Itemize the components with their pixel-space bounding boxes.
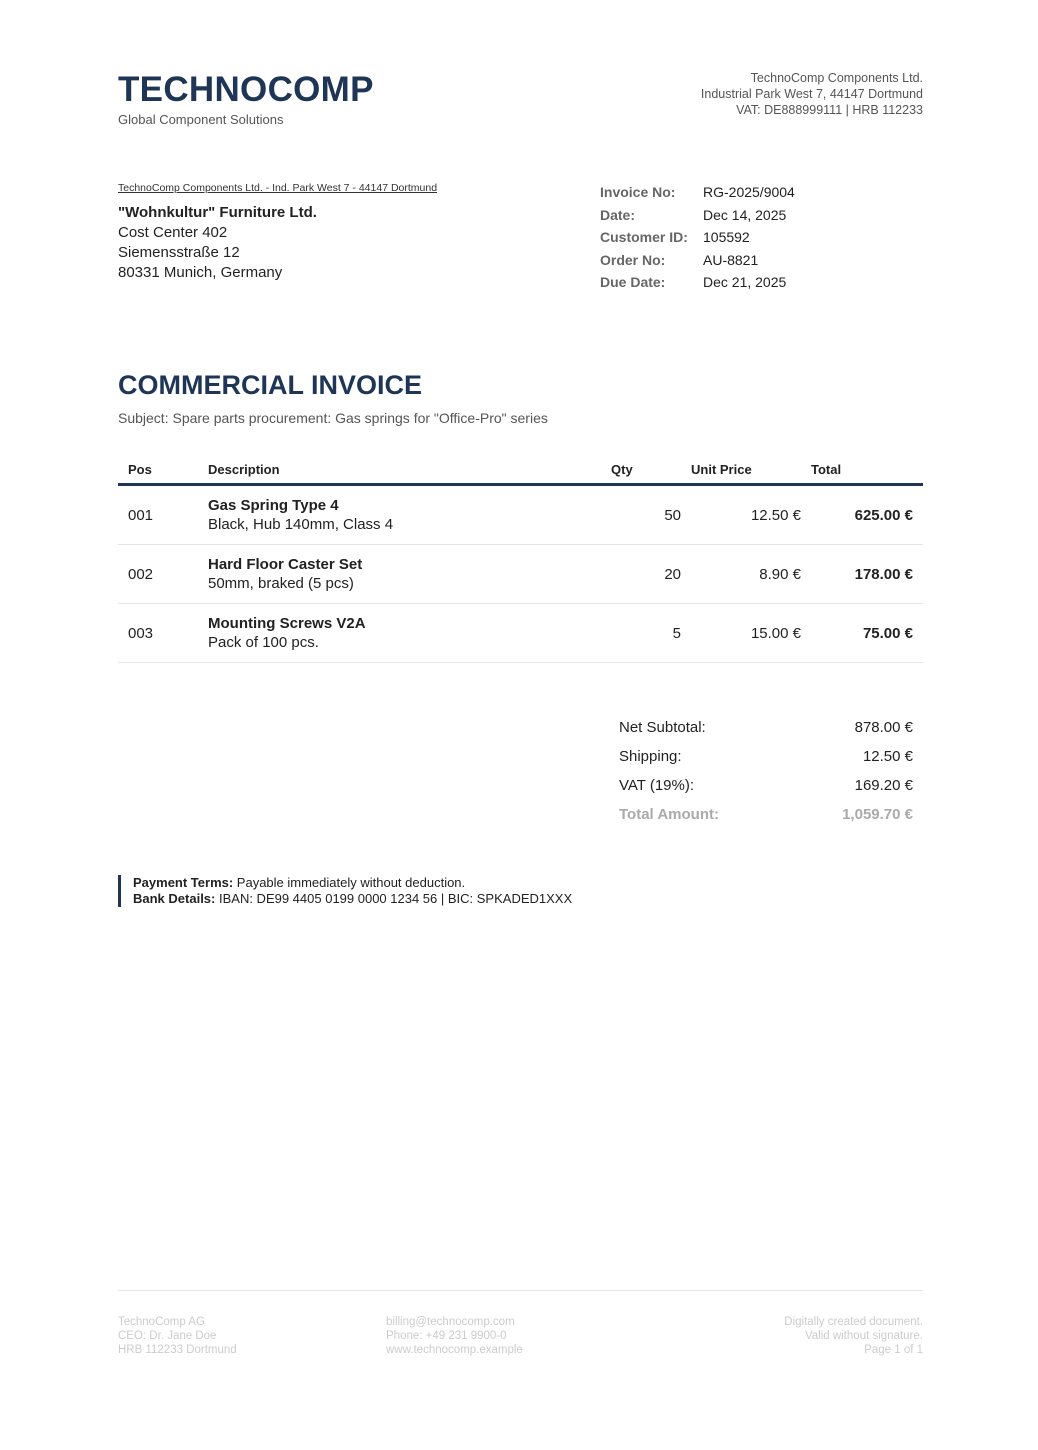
- invoice-meta: [600, 181, 795, 294]
- cell-description: [208, 614, 611, 652]
- footer-notes: [784, 1315, 923, 1357]
- document-subject: Subject: Spare parts procurement: Gas springs for "Office-Pro" series: [118, 410, 548, 426]
- cell-description: [208, 555, 611, 593]
- totals-row-net-subtotal: [619, 713, 913, 742]
- cell-qty: 5: [672, 624, 681, 642]
- company-vat: VAT: DE888999111 | HRB 112233: [736, 103, 923, 117]
- footer-line: CEO: Dr. Jane Doe: [118, 1330, 217, 1342]
- column-header-pos: Pos: [128, 461, 152, 477]
- footer-company: [118, 1315, 237, 1357]
- cell-unit-price: 12.50 €: [750, 506, 801, 524]
- bank-details-text: IBAN: DE99 4405 0199 0000 1234 56 | BIC: SPKADED1XXX: [215, 891, 573, 906]
- footer-line: Valid without signature.: [804, 1330, 923, 1342]
- meta-value: Dec 14, 2025: [703, 206, 787, 223]
- column-header-description: Description: [208, 461, 280, 477]
- company-info: [701, 70, 923, 118]
- cell-unit-price: 15.00 €: [750, 624, 801, 642]
- meta-row-invoice-no: [600, 181, 795, 204]
- item-spec: 50mm, braked (5 pcs): [208, 575, 354, 592]
- column-header-unit-price: Unit Price: [691, 461, 752, 477]
- meta-label: Order No:: [600, 251, 666, 268]
- totals-label: VAT (19%):: [619, 777, 695, 794]
- footer-website: www.technocomp.example: [386, 1344, 523, 1356]
- footer-line: Digitally created document.: [784, 1316, 923, 1328]
- brand-name: TECHNOCOMP: [118, 70, 374, 109]
- meta-label: Due Date:: [600, 274, 666, 291]
- footer-phone: Phone: +49 231 9900-0: [386, 1330, 507, 1342]
- meta-value: AU-8821: [703, 251, 759, 268]
- brand-tagline: Global Component Solutions: [118, 112, 284, 127]
- payment-terms-label: Payment Terms:: [133, 875, 234, 890]
- footer-line: HRB 112233 Dortmund: [118, 1344, 237, 1356]
- item-spec: Pack of 100 pcs.: [208, 634, 319, 651]
- meta-row-due-date: [600, 271, 795, 294]
- footer-page-number: Page 1 of 1: [864, 1344, 923, 1356]
- bank-details-line: [133, 891, 572, 907]
- totals-row-total-amount: [619, 800, 913, 829]
- cell-total: 625.00 €: [854, 506, 913, 524]
- meta-value: RG-2025/9004: [703, 184, 795, 201]
- cell-total: 178.00 €: [854, 565, 913, 583]
- cell-pos: 002: [128, 565, 154, 583]
- item-name: Hard Floor Caster Set: [208, 556, 363, 573]
- totals-value: 12.50 €: [862, 748, 913, 765]
- cell-qty: 20: [664, 565, 681, 583]
- totals-value: 1,059.70 €: [842, 806, 913, 823]
- meta-row-date: [600, 204, 795, 227]
- meta-row-customer-id: [600, 226, 795, 249]
- totals-row-shipping: [619, 742, 913, 771]
- recipient-address: [118, 203, 317, 283]
- cell-total: 75.00 €: [862, 624, 913, 642]
- item-name: Gas Spring Type 4: [208, 497, 339, 514]
- item-name: Mounting Screws V2A: [208, 615, 366, 632]
- column-header-total: Total: [811, 461, 842, 477]
- bank-details-label: Bank Details:: [133, 891, 216, 906]
- brand-block: [118, 70, 374, 127]
- totals-row-vat: [619, 771, 913, 800]
- totals-value: 878.00 €: [854, 719, 913, 736]
- cell-description: [208, 496, 611, 534]
- meta-label: Customer ID:: [600, 229, 688, 246]
- meta-label: Invoice No:: [600, 184, 676, 201]
- totals-label: Net Subtotal:: [619, 719, 706, 736]
- payment-terms-block: [118, 875, 572, 907]
- item-spec: Black, Hub 140mm, Class 4: [208, 516, 394, 533]
- table-header: [118, 455, 923, 486]
- company-name: TechnoComp Components Ltd.: [750, 71, 923, 85]
- table-row: [118, 545, 923, 604]
- recipient-line: Siemensstraße 12: [118, 244, 240, 261]
- totals-value: 169.20 €: [854, 777, 913, 794]
- footer-contact: [386, 1315, 523, 1357]
- totals-block: [619, 713, 913, 829]
- line-items-table: [118, 455, 923, 663]
- recipient-line: 80331 Munich, Germany: [118, 264, 283, 281]
- footer-line: TechnoComp AG: [118, 1316, 205, 1328]
- cell-unit-price: 8.90 €: [759, 565, 801, 583]
- company-address: Industrial Park West 7, 44147 Dortmund: [700, 87, 923, 101]
- cell-qty: 50: [664, 506, 681, 524]
- document-title: COMMERCIAL INVOICE: [118, 370, 423, 400]
- cell-pos: 003: [128, 624, 154, 642]
- recipient-name: "Wohnkultur" Furniture Ltd.: [118, 204, 317, 221]
- table-row: [118, 604, 923, 663]
- recipient-line: Cost Center 402: [118, 224, 228, 241]
- meta-label: Date:: [600, 206, 636, 223]
- table-row: [118, 486, 923, 545]
- cell-pos: 001: [128, 506, 154, 524]
- payment-terms-text: Payable immediately without deduction.: [233, 875, 466, 890]
- meta-row-order-no: [600, 249, 795, 272]
- column-header-qty: Qty: [611, 461, 633, 477]
- footer-divider: [118, 1290, 923, 1291]
- meta-value: Dec 21, 2025: [703, 274, 787, 291]
- totals-label: Shipping:: [619, 748, 682, 765]
- payment-terms-line: [133, 875, 572, 891]
- totals-label: Total Amount:: [619, 806, 719, 823]
- footer-email: billing@technocomp.com: [386, 1316, 515, 1328]
- meta-value: 105592: [703, 229, 750, 246]
- sender-return-line: TechnoComp Components Ltd. - Ind. Park West 7 - 44147 Dortmund: [118, 182, 438, 194]
